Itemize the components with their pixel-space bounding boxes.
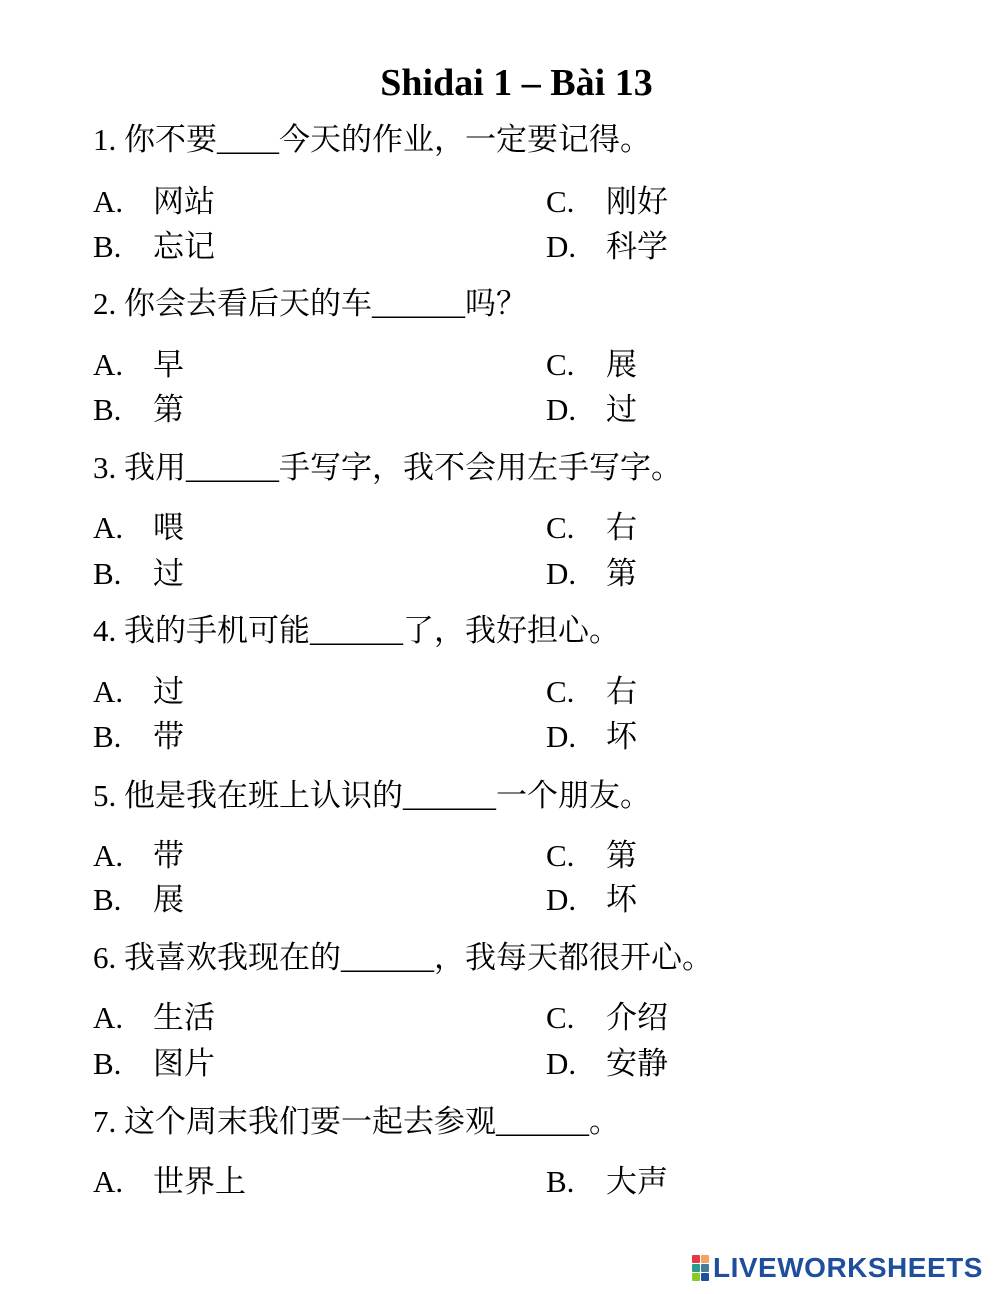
option-letter: C. [546, 838, 575, 873]
option-text: 带 [153, 838, 184, 873]
option-1-d[interactable] [546, 227, 668, 267]
question-4: 4. 我的手机可能______了，我好担心。 [93, 613, 620, 648]
option-letter: C. [546, 674, 575, 709]
option-7-b[interactable] [546, 1162, 668, 1202]
option-text: 刚好 [606, 184, 668, 219]
option-3-a[interactable] [93, 508, 184, 548]
option-letter: C. [546, 1000, 575, 1035]
option-letter: D. [546, 719, 577, 754]
option-text: 坏 [606, 882, 637, 917]
option-text: 展 [606, 347, 637, 382]
option-3-d[interactable] [546, 554, 637, 594]
option-text: 过 [153, 556, 184, 591]
option-1-a[interactable] [93, 182, 215, 222]
option-text: 过 [606, 392, 637, 427]
option-text: 带 [153, 719, 184, 754]
question-2: 2. 你会去看后天的车______吗？ [93, 286, 527, 321]
option-text: 第 [606, 838, 637, 873]
option-text: 坏 [606, 719, 637, 754]
option-text: 网站 [153, 184, 215, 219]
option-letter: A. [93, 347, 124, 382]
option-letter: A. [93, 510, 124, 545]
option-text: 过 [153, 674, 184, 709]
option-4-d[interactable] [546, 717, 637, 757]
option-6-c[interactable] [546, 998, 668, 1038]
option-2-a[interactable] [93, 345, 184, 385]
option-text: 右 [606, 510, 637, 545]
option-letter: A. [93, 184, 124, 219]
option-4-c[interactable] [546, 672, 637, 712]
question-7: 7. 这个周末我们要一起去参观______。 [93, 1104, 620, 1139]
option-letter: A. [93, 838, 124, 873]
option-letter: C. [546, 347, 575, 382]
option-6-b[interactable] [93, 1044, 215, 1084]
option-6-d[interactable] [546, 1044, 668, 1084]
option-text: 世界上 [153, 1164, 246, 1199]
option-letter: B. [93, 882, 122, 917]
option-3-c[interactable] [546, 508, 637, 548]
option-2-b[interactable] [93, 390, 184, 430]
logo-text: LIVEWORKSHEETS [713, 1252, 983, 1283]
option-letter: B. [93, 1046, 122, 1081]
option-text: 喂 [153, 510, 184, 545]
option-letter: B. [93, 392, 122, 427]
option-4-b[interactable] [93, 717, 184, 757]
question-6: 6. 我喜欢我现在的______，我每天都很开心。 [93, 940, 713, 975]
option-5-a[interactable] [93, 836, 184, 876]
option-text: 安静 [606, 1046, 668, 1081]
option-letter: A. [93, 674, 124, 709]
question-5: 5. 他是我在班上认识的______一个朋友。 [93, 778, 651, 813]
option-letter: C. [546, 184, 575, 219]
option-text: 早 [153, 347, 184, 382]
option-text: 第 [606, 556, 637, 591]
option-3-b[interactable] [93, 554, 184, 594]
option-text: 介绍 [606, 1000, 668, 1035]
liveworksheets-logo[interactable] [692, 1252, 983, 1284]
option-text: 右 [606, 674, 637, 709]
option-letter: D. [546, 882, 577, 917]
option-text: 图片 [153, 1046, 215, 1081]
option-7-a[interactable] [93, 1162, 246, 1202]
option-letter: B. [546, 1164, 575, 1199]
option-5-b[interactable] [93, 880, 184, 920]
option-letter: A. [93, 1164, 124, 1199]
option-letter: D. [546, 229, 577, 264]
liveworksheets-logo-icon [692, 1255, 709, 1281]
option-letter: B. [93, 229, 122, 264]
option-letter: A. [93, 1000, 124, 1035]
option-5-d[interactable] [546, 880, 637, 920]
question-3: 3. 我用______手写字，我不会用左手写字。 [93, 450, 682, 485]
option-text: 第 [153, 392, 184, 427]
option-text: 忘记 [153, 229, 215, 264]
option-letter: D. [546, 392, 577, 427]
option-1-b[interactable] [93, 227, 215, 267]
option-letter: B. [93, 556, 122, 591]
option-1-c[interactable] [546, 182, 668, 222]
option-6-a[interactable] [93, 998, 215, 1038]
option-text: 大声 [606, 1164, 668, 1199]
option-2-c[interactable] [546, 345, 637, 385]
option-2-d[interactable] [546, 390, 637, 430]
option-text: 生活 [153, 1000, 215, 1035]
option-letter: D. [546, 1046, 577, 1081]
option-text: 科学 [606, 229, 668, 264]
option-letter: C. [546, 510, 575, 545]
question-1: 1. 你不要____今天的作业，一定要记得。 [93, 122, 651, 157]
option-letter: B. [93, 719, 122, 754]
option-text: 展 [153, 882, 184, 917]
option-letter: D. [546, 556, 577, 591]
option-5-c[interactable] [546, 836, 637, 876]
option-4-a[interactable] [93, 672, 184, 712]
page-title: Shidai 1 – Bài 13 [380, 62, 653, 104]
